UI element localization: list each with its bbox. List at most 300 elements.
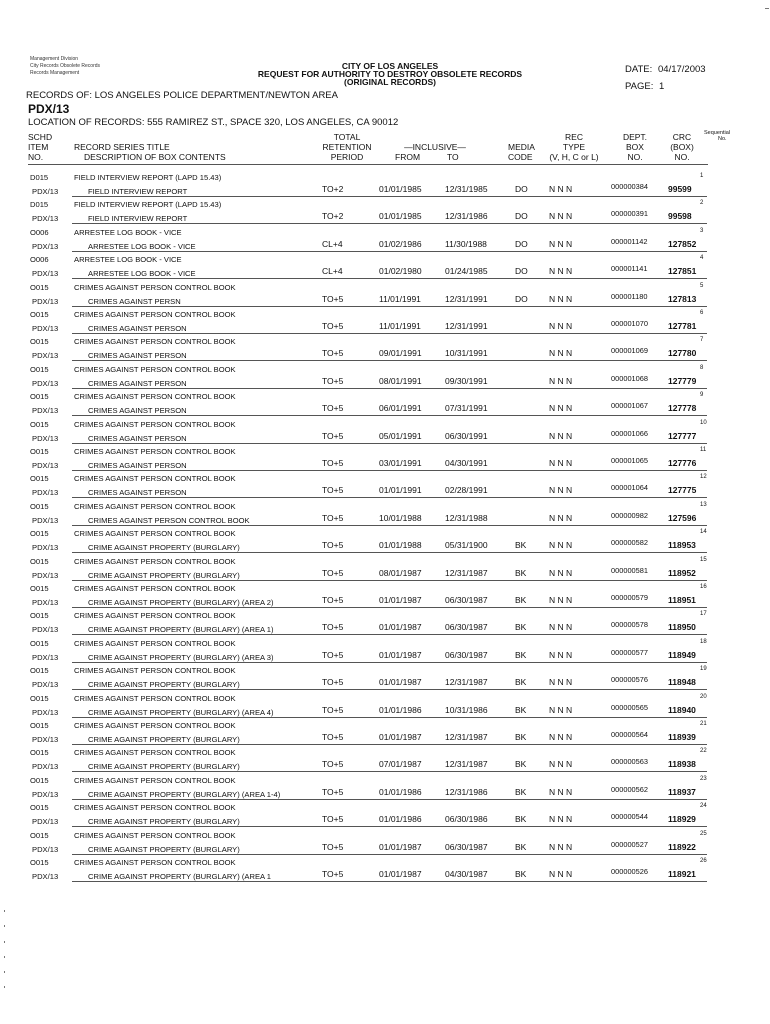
row-underline bbox=[72, 689, 707, 690]
row-to-date: 01/24/1985 bbox=[445, 266, 488, 277]
row-item-code: O015 bbox=[30, 584, 49, 593]
row-to-date: 07/31/1991 bbox=[445, 403, 488, 414]
row-media-code: DO bbox=[515, 184, 528, 194]
row-to-date: 06/30/1986 bbox=[445, 814, 488, 825]
row-underline bbox=[72, 771, 707, 772]
row-retention: TO+5 bbox=[322, 348, 344, 359]
row-from-date: 01/01/1985 bbox=[379, 184, 422, 194]
page-label: PAGE: bbox=[625, 81, 654, 92]
row-crc-box-no: 99598 bbox=[668, 211, 692, 222]
document-subtitle: (ORIGINAL RECORDS) bbox=[344, 77, 436, 87]
table-row bbox=[0, 665, 770, 693]
row-underline bbox=[72, 634, 707, 635]
row-from-date: 01/02/1980 bbox=[379, 266, 422, 277]
row-dept-box-no: 000000527 bbox=[611, 839, 648, 849]
row-dept-box-no: 000001069 bbox=[611, 346, 648, 356]
table-row bbox=[0, 583, 770, 611]
row-unit-code: PDX/13 bbox=[32, 351, 59, 361]
row-dept-box-no: 000000579 bbox=[611, 593, 648, 602]
row-media-code: BK bbox=[515, 595, 527, 605]
row-underline bbox=[72, 470, 707, 471]
records-code: PDX/13 bbox=[28, 102, 70, 116]
row-to-date: 12/31/1987 bbox=[445, 677, 488, 688]
row-retention: TO+5 bbox=[322, 485, 344, 496]
table-row bbox=[0, 857, 770, 885]
row-item-code: O015 bbox=[30, 419, 49, 429]
table-row bbox=[0, 556, 770, 584]
col-record-series-title: RECORD SERIES TITLE DESCRIPTION OF BOX CONTENTS bbox=[74, 142, 226, 162]
row-from-date: 03/01/1991 bbox=[379, 458, 422, 468]
row-underline bbox=[72, 580, 707, 581]
table-row bbox=[0, 802, 770, 830]
row-seq-number: 22 bbox=[700, 748, 707, 755]
row-retention: TO+5 bbox=[322, 567, 344, 578]
col-from: FROM bbox=[395, 152, 421, 162]
row-from-date: 01/01/1986 bbox=[379, 786, 422, 797]
row-seq-number: 7 bbox=[700, 337, 704, 344]
row-dept-box-no: 000000577 bbox=[611, 647, 648, 657]
row-from-date: 01/01/1987 bbox=[379, 622, 422, 633]
col-rec-type: REC TYPE (V, H, C or L) bbox=[549, 132, 599, 162]
page-value: 1 bbox=[659, 81, 665, 92]
row-to-date: 04/30/1991 bbox=[445, 458, 488, 468]
row-to-date: 12/31/1987 bbox=[445, 759, 488, 770]
row-crc-box-no: 118937 bbox=[668, 786, 696, 797]
row-box-description: CRIME AGAINST PROPERTY (BURGLARY) (AREA 3) bbox=[88, 652, 274, 662]
row-seq-number: 21 bbox=[700, 721, 707, 727]
row-underline bbox=[72, 607, 707, 608]
row-underline bbox=[72, 799, 707, 800]
row-item-code: O015 bbox=[30, 638, 49, 648]
row-media-code: DO bbox=[515, 266, 528, 277]
row-box-description: ARRESTEE LOG BOOK - VICE bbox=[88, 269, 196, 279]
row-underline bbox=[72, 360, 707, 361]
row-retention: TO+5 bbox=[322, 622, 344, 633]
row-retention: TO+5 bbox=[322, 704, 344, 715]
row-seq-number: 11 bbox=[700, 447, 707, 453]
row-unit-code: PDX/13 bbox=[32, 872, 59, 881]
row-underline bbox=[72, 662, 707, 663]
row-series-title: CRIMES AGAINST PERSON CONTROL BOOK bbox=[74, 310, 236, 319]
row-crc-box-no: 127781 bbox=[668, 321, 697, 331]
row-underline bbox=[72, 196, 707, 197]
row-dept-box-no: 000001070 bbox=[611, 319, 648, 328]
row-from-date: 01/01/1987 bbox=[379, 732, 422, 742]
row-to-date: 05/31/1900 bbox=[445, 540, 488, 551]
row-from-date: 01/01/1986 bbox=[379, 814, 422, 825]
scan-speck bbox=[4, 910, 5, 912]
row-item-code: O015 bbox=[30, 337, 49, 347]
row-crc-box-no: 118940 bbox=[668, 704, 696, 715]
row-seq-number: 17 bbox=[700, 611, 707, 618]
row-unit-code: PDX/13 bbox=[32, 296, 59, 306]
row-crc-box-no: 118939 bbox=[668, 732, 696, 742]
row-box-description: CRIME AGAINST PROPERTY (BURGLARY) bbox=[88, 735, 240, 744]
date-label: DATE: bbox=[625, 64, 653, 75]
row-crc-box-no: 127851 bbox=[668, 266, 697, 277]
row-item-code: O015 bbox=[30, 693, 49, 703]
row-series-title: CRIMES AGAINST PERSON CONTROL BOOK bbox=[74, 282, 236, 292]
row-underline bbox=[72, 333, 707, 334]
row-item-code: O015 bbox=[30, 666, 49, 676]
row-rec-type: N N N bbox=[549, 348, 573, 359]
row-seq-number: 1 bbox=[700, 173, 704, 179]
row-box-description: CRIME AGAINST PROPERTY (BURGLARY) (AREA 1-4) bbox=[88, 789, 281, 799]
row-box-description: CRIME AGAINST PROPERTY (BURGLARY) (AREA 2) bbox=[88, 598, 274, 607]
row-rec-type: N N N bbox=[549, 293, 573, 304]
row-box-description: CRIMES AGAINST PERSN bbox=[88, 296, 181, 306]
col-media-code: MEDIA CODE bbox=[508, 142, 535, 162]
row-from-date: 01/01/1991 bbox=[379, 485, 422, 496]
row-dept-box-no: 000000562 bbox=[611, 784, 648, 794]
table-row bbox=[0, 638, 770, 666]
row-unit-code: PDX/13 bbox=[32, 214, 59, 224]
col-dept-box: DEPT. BOX NO. bbox=[622, 132, 648, 162]
row-dept-box-no: 000000384 bbox=[611, 182, 648, 191]
table-row bbox=[0, 391, 770, 419]
row-series-title: CRIMES AGAINST PERSON CONTROL BOOK bbox=[74, 638, 236, 648]
row-item-code: O015 bbox=[30, 803, 49, 813]
corner-stamp-line-2: City Records Obsolete Records bbox=[30, 63, 101, 69]
row-media-code: BK bbox=[515, 814, 527, 825]
row-box-description: CRIME AGAINST PROPERTY (BURGLARY) bbox=[88, 817, 240, 827]
row-rec-type: N N N bbox=[549, 540, 573, 551]
row-seq-number: 14 bbox=[700, 529, 707, 536]
row-media-code: BK bbox=[515, 540, 527, 551]
row-from-date: 08/01/1987 bbox=[379, 567, 422, 578]
row-media-code: BK bbox=[515, 649, 527, 660]
row-seq-number: 9 bbox=[700, 392, 704, 399]
row-series-title: CRIMES AGAINST PERSON CONTROL BOOK bbox=[74, 392, 236, 402]
row-seq-number: 26 bbox=[700, 858, 707, 864]
row-unit-code: PDX/13 bbox=[32, 488, 59, 498]
document-title: REQUEST FOR AUTHORITY TO DESTROY OBSOLETE RECORDS bbox=[257, 69, 523, 79]
row-crc-box-no: 127779 bbox=[668, 375, 697, 386]
row-dept-box-no: 000000565 bbox=[611, 702, 648, 712]
row-unit-code: PDX/13 bbox=[32, 598, 59, 607]
row-unit-code: PDX/13 bbox=[32, 762, 59, 772]
row-box-description: FIELD INTERVIEW REPORT bbox=[88, 187, 188, 196]
row-underline bbox=[72, 826, 707, 827]
row-series-title: FIELD INTERVIEW REPORT (LAPD 15.43) bbox=[74, 200, 222, 210]
row-unit-code: PDX/13 bbox=[32, 433, 59, 443]
row-from-date: 01/01/1988 bbox=[379, 540, 422, 551]
row-underline bbox=[72, 415, 707, 416]
row-seq-number: 3 bbox=[700, 227, 704, 234]
row-rec-type: N N N bbox=[549, 266, 573, 277]
row-item-code: O015 bbox=[30, 310, 49, 319]
row-rec-type: N N N bbox=[549, 732, 573, 742]
row-rec-type: N N N bbox=[549, 649, 573, 660]
scan-speck bbox=[4, 986, 5, 988]
row-unit-code: PDX/13 bbox=[32, 324, 59, 333]
row-rec-type: N N N bbox=[549, 211, 573, 222]
row-seq-number: 19 bbox=[700, 666, 707, 673]
row-from-date: 01/01/1987 bbox=[379, 677, 422, 688]
row-unit-code: PDX/13 bbox=[32, 570, 59, 580]
row-crc-box-no: 127778 bbox=[668, 403, 697, 414]
row-item-code: O015 bbox=[30, 775, 49, 785]
row-crc-box-no: 127780 bbox=[668, 348, 697, 359]
row-media-code: BK bbox=[515, 759, 527, 770]
row-retention: TO+5 bbox=[322, 512, 344, 523]
row-from-date: 07/01/1987 bbox=[379, 759, 422, 770]
row-underline bbox=[72, 497, 707, 498]
row-crc-box-no: 118949 bbox=[668, 649, 696, 660]
row-series-title: CRIMES AGAINST PERSON CONTROL BOOK bbox=[74, 584, 236, 593]
row-to-date: 04/30/1987 bbox=[445, 869, 488, 879]
row-rec-type: N N N bbox=[549, 375, 573, 386]
col-sequential-no: Sequential No. bbox=[704, 130, 730, 142]
row-dept-box-no: 000000526 bbox=[611, 867, 648, 876]
row-retention: TO+5 bbox=[322, 430, 344, 441]
row-crc-box-no: 118951 bbox=[668, 595, 696, 605]
row-box-description: CRIME AGAINST PROPERTY (BURGLARY) bbox=[88, 543, 240, 553]
row-box-description: CRIMES AGAINST PERSON CONTROL BOOK bbox=[88, 515, 250, 525]
col-schd-item-no: SCHD ITEM NO. bbox=[28, 132, 53, 162]
table-row bbox=[0, 309, 770, 337]
row-crc-box-no: 99599 bbox=[668, 184, 692, 194]
table-row bbox=[0, 227, 770, 255]
row-to-date: 10/31/1991 bbox=[445, 348, 488, 359]
col-crc-box: CRC (BOX) NO. bbox=[670, 132, 694, 162]
row-rec-type: N N N bbox=[549, 814, 573, 825]
row-to-date: 09/30/1991 bbox=[445, 375, 488, 386]
row-media-code: DO bbox=[515, 238, 528, 249]
row-rec-type: N N N bbox=[549, 595, 573, 605]
table-row bbox=[0, 610, 770, 638]
row-crc-box-no: 127596 bbox=[668, 512, 697, 523]
table-row bbox=[0, 501, 770, 529]
row-to-date: 06/30/1991 bbox=[445, 430, 488, 441]
row-item-code: O015 bbox=[30, 721, 49, 730]
row-underline bbox=[72, 854, 707, 855]
table-row bbox=[0, 528, 770, 556]
row-box-description: CRIME AGAINST PROPERTY (BURGLARY) bbox=[88, 570, 240, 580]
row-retention: TO+5 bbox=[322, 649, 344, 660]
row-crc-box-no: 118950 bbox=[668, 622, 696, 633]
row-dept-box-no: 000001141 bbox=[611, 264, 648, 274]
row-dept-box-no: 000000576 bbox=[611, 675, 648, 685]
row-seq-number: 23 bbox=[700, 775, 707, 782]
table-row bbox=[0, 282, 770, 310]
row-item-code: O015 bbox=[30, 474, 49, 484]
row-series-title: CRIMES AGAINST PERSON CONTROL BOOK bbox=[74, 556, 236, 566]
row-box-description: CRIME AGAINST PROPERTY (BURGLARY) bbox=[88, 762, 240, 772]
row-unit-code: PDX/13 bbox=[32, 789, 59, 799]
table-row bbox=[0, 446, 770, 474]
row-retention: TO+5 bbox=[322, 759, 344, 770]
row-from-date: 10/01/1988 bbox=[379, 512, 422, 523]
row-underline bbox=[72, 443, 707, 444]
table-row bbox=[0, 336, 770, 364]
scan-speck bbox=[765, 8, 769, 9]
corner-stamp-line-1: Management Division bbox=[30, 56, 79, 62]
row-crc-box-no: 118938 bbox=[668, 759, 696, 770]
row-rec-type: N N N bbox=[549, 869, 573, 879]
col-to: TO bbox=[447, 152, 459, 162]
row-series-title: ARRESTEE LOG BOOK - VICE bbox=[74, 255, 182, 265]
row-rec-type: N N N bbox=[549, 485, 573, 496]
row-retention: TO+2 bbox=[322, 211, 344, 222]
row-item-code: D015 bbox=[30, 173, 49, 182]
scan-speck bbox=[4, 956, 5, 958]
row-seq-number: 13 bbox=[700, 501, 707, 508]
row-seq-number: 12 bbox=[700, 474, 707, 481]
row-seq-number: 4 bbox=[700, 255, 704, 262]
row-item-code: D015 bbox=[30, 200, 49, 210]
row-underline bbox=[72, 388, 707, 389]
row-retention: TO+5 bbox=[322, 540, 344, 551]
row-to-date: 10/31/1986 bbox=[445, 704, 488, 715]
scan-speck bbox=[4, 941, 5, 943]
row-to-date: 12/31/1987 bbox=[445, 732, 488, 742]
row-media-code: BK bbox=[515, 869, 527, 879]
row-retention: TO+5 bbox=[322, 677, 344, 688]
row-rec-type: N N N bbox=[549, 759, 573, 770]
row-to-date: 11/30/1988 bbox=[445, 238, 487, 249]
row-unit-code: PDX/13 bbox=[32, 406, 59, 416]
row-from-date: 01/01/1987 bbox=[379, 869, 422, 879]
row-box-description: FIELD INTERVIEW REPORT bbox=[88, 214, 188, 224]
row-underline bbox=[72, 744, 707, 745]
row-rec-type: N N N bbox=[549, 512, 573, 523]
row-to-date: 12/31/1985 bbox=[445, 184, 488, 194]
row-seq-number: 20 bbox=[700, 693, 707, 700]
row-to-date: 02/28/1991 bbox=[445, 485, 488, 496]
date-value: 04/17/2003 bbox=[658, 64, 706, 75]
row-media-code: BK bbox=[515, 704, 527, 715]
row-unit-code: PDX/13 bbox=[32, 817, 59, 827]
row-rec-type: N N N bbox=[549, 403, 573, 414]
row-retention: TO+5 bbox=[322, 293, 344, 304]
org-name: CITY OF LOS ANGELES bbox=[341, 61, 439, 71]
row-retention: TO+5 bbox=[322, 595, 344, 605]
row-crc-box-no: 127852 bbox=[668, 238, 697, 249]
row-from-date: 05/01/1991 bbox=[379, 430, 422, 441]
row-seq-number: 5 bbox=[700, 282, 704, 289]
row-from-date: 01/01/1987 bbox=[379, 841, 422, 852]
row-box-description: CRIMES AGAINST PERSON bbox=[88, 488, 187, 498]
row-crc-box-no: 127775 bbox=[668, 485, 697, 496]
row-underline bbox=[72, 251, 707, 252]
scan-speck bbox=[4, 925, 5, 927]
row-unit-code: PDX/13 bbox=[32, 735, 59, 744]
col-inclusive: —INCLUSIVE— bbox=[404, 142, 466, 152]
row-dept-box-no: 000000581 bbox=[611, 565, 648, 575]
table-row bbox=[0, 419, 770, 447]
row-dept-box-no: 000001068 bbox=[611, 373, 648, 383]
row-box-description: CRIME AGAINST PROPERTY (BURGLARY) (AREA 1) bbox=[88, 625, 274, 635]
table-row bbox=[0, 693, 770, 721]
row-underline bbox=[72, 223, 707, 224]
row-series-title: CRIMES AGAINST PERSON CONTROL BOOK bbox=[74, 419, 236, 429]
row-dept-box-no: 000000391 bbox=[611, 209, 648, 219]
row-series-title: CRIMES AGAINST PERSON CONTROL BOOK bbox=[74, 858, 236, 867]
row-from-date: 11/01/1991 bbox=[379, 293, 421, 304]
row-retention: CL+4 bbox=[322, 266, 343, 277]
row-rec-type: N N N bbox=[549, 841, 573, 852]
row-to-date: 12/31/1988 bbox=[445, 512, 488, 523]
row-dept-box-no: 000000578 bbox=[611, 620, 648, 630]
row-rec-type: N N N bbox=[549, 430, 573, 441]
row-from-date: 01/01/1987 bbox=[379, 595, 422, 605]
row-underline bbox=[72, 278, 707, 279]
row-rec-type: N N N bbox=[549, 567, 573, 578]
table-row bbox=[0, 720, 770, 748]
row-underline bbox=[72, 525, 707, 526]
row-dept-box-no: 000000563 bbox=[611, 757, 648, 767]
row-unit-code: PDX/13 bbox=[32, 680, 59, 690]
row-item-code: O015 bbox=[30, 830, 49, 840]
row-item-code: O015 bbox=[30, 858, 49, 867]
row-rec-type: N N N bbox=[549, 321, 573, 331]
row-series-title: CRIMES AGAINST PERSON CONTROL BOOK bbox=[74, 748, 236, 758]
row-item-code: O015 bbox=[30, 529, 49, 539]
row-item-code: O015 bbox=[30, 556, 49, 566]
row-series-title: CRIMES AGAINST PERSON CONTROL BOOK bbox=[74, 693, 236, 703]
row-media-code: BK bbox=[515, 677, 527, 688]
row-retention: CL+4 bbox=[322, 238, 343, 249]
row-dept-box-no: 000001142 bbox=[611, 236, 648, 246]
row-series-title: ARRESTEE LOG BOOK - VICE bbox=[74, 227, 182, 237]
row-dept-box-no: 000000582 bbox=[611, 538, 648, 548]
records-of: RECORDS OF: LOS ANGELES POLICE DEPARTMENT/NEWTON AREA bbox=[26, 90, 338, 101]
row-crc-box-no: 127777 bbox=[668, 430, 697, 441]
row-retention: TO+5 bbox=[322, 732, 344, 742]
row-to-date: 06/30/1987 bbox=[445, 649, 488, 660]
row-series-title: CRIMES AGAINST PERSON CONTROL BOOK bbox=[74, 803, 236, 813]
row-box-description: CRIMES AGAINST PERSON bbox=[88, 378, 187, 388]
row-underline bbox=[72, 881, 707, 882]
header-rule bbox=[28, 164, 708, 165]
row-box-description: CRIMES AGAINST PERSON bbox=[88, 461, 187, 470]
row-dept-box-no: 000001180 bbox=[611, 291, 648, 301]
row-unit-code: PDX/13 bbox=[32, 461, 59, 470]
table-row bbox=[0, 172, 770, 200]
row-unit-code: PDX/13 bbox=[32, 187, 59, 196]
row-box-description: CRIME AGAINST PROPERTY (BURGLARY) bbox=[88, 844, 240, 854]
row-series-title: CRIMES AGAINST PERSON CONTROL BOOK bbox=[74, 501, 236, 511]
row-to-date: 06/30/1987 bbox=[445, 622, 488, 633]
row-unit-code: PDX/13 bbox=[32, 378, 59, 388]
row-seq-number: 8 bbox=[700, 364, 704, 371]
row-media-code: BK bbox=[515, 786, 527, 797]
row-item-code: O006 bbox=[30, 255, 49, 265]
row-media-code: BK bbox=[515, 732, 527, 742]
row-seq-number: 15 bbox=[700, 556, 707, 563]
row-item-code: O006 bbox=[30, 227, 49, 237]
row-retention: TO+5 bbox=[322, 869, 344, 879]
row-media-code: DO bbox=[515, 293, 528, 304]
row-crc-box-no: 127813 bbox=[668, 293, 697, 304]
row-box-description: ARRESTEE LOG BOOK - VICE bbox=[88, 241, 196, 251]
row-seq-number: 16 bbox=[700, 584, 707, 590]
row-rec-type: N N N bbox=[549, 458, 573, 468]
row-retention: TO+5 bbox=[322, 786, 344, 797]
row-retention: TO+5 bbox=[322, 321, 344, 331]
row-underline bbox=[72, 306, 707, 307]
table-row bbox=[0, 199, 770, 227]
row-retention: TO+2 bbox=[322, 184, 344, 194]
row-series-title: CRIMES AGAINST PERSON CONTROL BOOK bbox=[74, 830, 236, 840]
row-from-date: 11/01/1991 bbox=[379, 321, 421, 331]
row-crc-box-no: 127776 bbox=[668, 458, 697, 468]
row-retention: TO+5 bbox=[322, 814, 344, 825]
row-unit-code: PDX/13 bbox=[32, 241, 59, 251]
row-seq-number: 10 bbox=[700, 419, 707, 426]
scan-speck bbox=[4, 971, 5, 973]
